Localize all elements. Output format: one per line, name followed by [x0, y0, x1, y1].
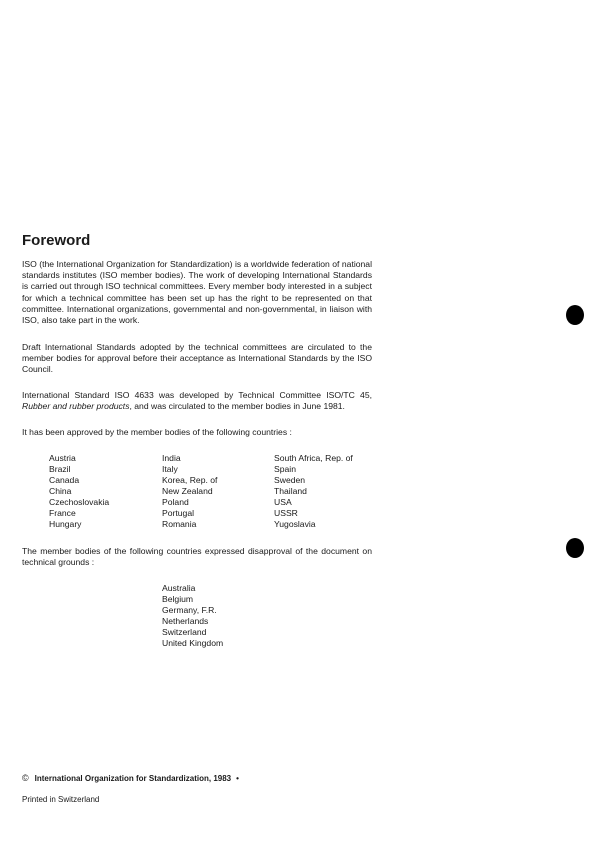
country-item: Thailand	[274, 486, 307, 496]
margin-dot-icon	[566, 538, 584, 558]
country-item: Hungary	[49, 519, 82, 529]
copyright-text: International Organization for Standardization, 1983	[34, 774, 232, 783]
approved-countries-column-3	[274, 453, 384, 530]
country-item: Brazil	[49, 464, 71, 474]
country-item: Yugoslavia	[274, 519, 316, 529]
copyright-icon: ©	[22, 773, 29, 783]
country-item: Switzerland	[162, 627, 207, 637]
country-item: Germany, F.R.	[162, 605, 217, 615]
country-item: India	[162, 453, 181, 463]
margin-dot-icon	[566, 305, 584, 325]
copyright-line	[22, 773, 239, 783]
paragraph-standard-origin	[22, 390, 372, 412]
country-item: Austria	[49, 453, 76, 463]
origin-text-start: International Standard ISO 4633 was developed by Technical Committee ISO/TC 45,	[22, 390, 372, 400]
printed-location: Printed in Switzerland	[22, 795, 100, 804]
country-item: South Africa, Rep. of	[274, 453, 353, 463]
country-item: Canada	[49, 475, 80, 485]
country-item: Netherlands	[162, 616, 209, 626]
country-item: China	[49, 486, 72, 496]
committee-title: Rubber and rubber products	[22, 401, 130, 412]
country-item: Sweden	[274, 475, 306, 485]
country-item: Italy	[162, 464, 178, 474]
country-item: Korea, Rep. of	[162, 475, 218, 485]
country-item: Australia	[162, 583, 196, 593]
paragraph-draft-standards: Draft International Standards adopted by the technical committees are circulated to the member bodies for approval before their acceptance as International Standards by the ISO Council.	[22, 342, 372, 375]
bullet-icon: •	[236, 774, 239, 783]
country-item: Poland	[162, 497, 189, 507]
country-item: Czechoslovakia	[49, 497, 110, 507]
country-item: USA	[274, 497, 292, 507]
country-item: Romania	[162, 519, 197, 529]
origin-text-end: , and was circulated to the member bodies in June 1981.	[129, 401, 345, 412]
country-item: Belgium	[162, 594, 194, 604]
paragraph-approval: It has been approved by the member bodies of the following countries :	[22, 427, 292, 437]
approved-countries-column-2	[162, 453, 272, 530]
approved-countries-column-1	[49, 453, 159, 530]
country-item: Portugal	[162, 508, 195, 518]
country-item: USSR	[274, 508, 298, 518]
paragraph-disapproval: The member bodies of the following countries expressed disapproval of the document on technical grounds :	[22, 546, 372, 568]
paragraph-iso-intro: ISO (the International Organization for Standardization) is a worldwide federation of national standards institutes (ISO member bodies). The work of developing International Standards is carried out through ISO technical committees. Every member body interested in a subject for which a technical committee has been set up has the right to be represented on that committee. International organizations, governmental and non-governmental, in liaison with ISO, also take part in the work.	[22, 259, 372, 326]
page-title: Foreword	[22, 232, 91, 249]
country-item: Spain	[274, 464, 296, 474]
country-item: United Kingdom	[162, 638, 224, 648]
country-item: New Zealand	[162, 486, 213, 496]
disapproved-countries-list	[162, 583, 223, 649]
country-item: France	[49, 508, 76, 518]
